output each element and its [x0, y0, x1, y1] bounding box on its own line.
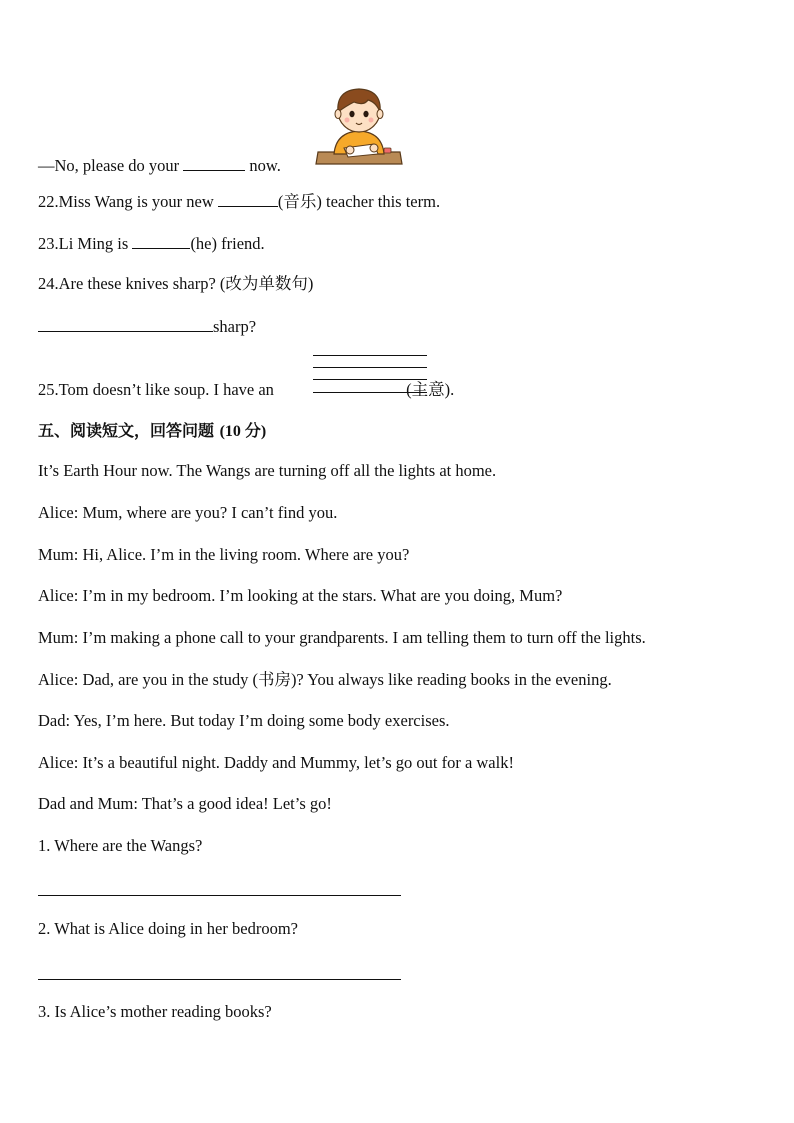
- passage-line: Dad and Mum: That’s a good idea! Let’s go!: [38, 794, 332, 813]
- q23-prefix: 23.Li Ming is: [38, 234, 133, 253]
- q24-blank[interactable]: [38, 316, 213, 332]
- question-25: [38, 380, 454, 400]
- q22-blank[interactable]: [218, 191, 278, 207]
- q25-suffix: (主意).: [402, 380, 455, 399]
- q21-blank[interactable]: [183, 155, 245, 171]
- passage-line: Alice: It’s a beautiful night. Daddy and Mummy, let’s go out for a walk!: [38, 753, 514, 772]
- answer-line-2[interactable]: [38, 979, 401, 980]
- passage-line: Alice: Mum, where are you? I can’t find you.: [38, 503, 338, 522]
- question-1: 1. Where are the Wangs?: [38, 836, 203, 855]
- passage-line: Mum: Hi, Alice. I’m in the living room. Where are you?: [38, 545, 410, 564]
- q24-answer-line: [38, 316, 256, 337]
- passage-line: Alice: I’m in my bedroom. I’m looking at the stars. What are you doing, Mum?: [38, 586, 563, 605]
- q22-suffix: (音乐) teacher this term.: [277, 192, 441, 211]
- passage-line: It’s Earth Hour now. The Wangs are turning off all the lights at home.: [38, 461, 497, 480]
- question-3: 3. Is Alice’s mother reading books?: [38, 1002, 272, 1021]
- passage-line: Alice: Dad, are you in the study (书房)? You always like reading books in the evening.: [38, 670, 612, 689]
- section-5-title: 五、阅读短文，回答问题: [38, 421, 220, 440]
- section-5-heading: [38, 421, 266, 442]
- passage-line: Mum: I’m making a phone call to your grandparents. I am telling them to turn off the lights.: [38, 628, 646, 647]
- q24-answer-suffix: sharp?: [213, 317, 257, 336]
- question-21: [38, 155, 281, 176]
- q22-prefix: 22.Miss Wang is your new: [38, 192, 218, 211]
- section-5-points: (10 分): [219, 423, 267, 440]
- question-22: [38, 191, 440, 212]
- question-23: [38, 233, 265, 254]
- q25-prefix: 25.Tom doesn’t like soup. I have an: [38, 380, 279, 399]
- passage-line: Dad: Yes, I’m here. But today I’m doing some body exercises.: [38, 711, 450, 730]
- q21-prefix: —No, please do your: [38, 156, 184, 175]
- question-2: 2. What is Alice doing in her bedroom?: [38, 919, 298, 938]
- answer-line-1[interactable]: [38, 895, 401, 896]
- q23-blank[interactable]: [132, 233, 190, 249]
- question-24: 24.Are these knives sharp? (改为单数句): [38, 274, 314, 293]
- q21-suffix: now.: [245, 156, 281, 175]
- q23-suffix: (he) friend.: [190, 234, 265, 253]
- boy-writing-illustration: [314, 84, 404, 170]
